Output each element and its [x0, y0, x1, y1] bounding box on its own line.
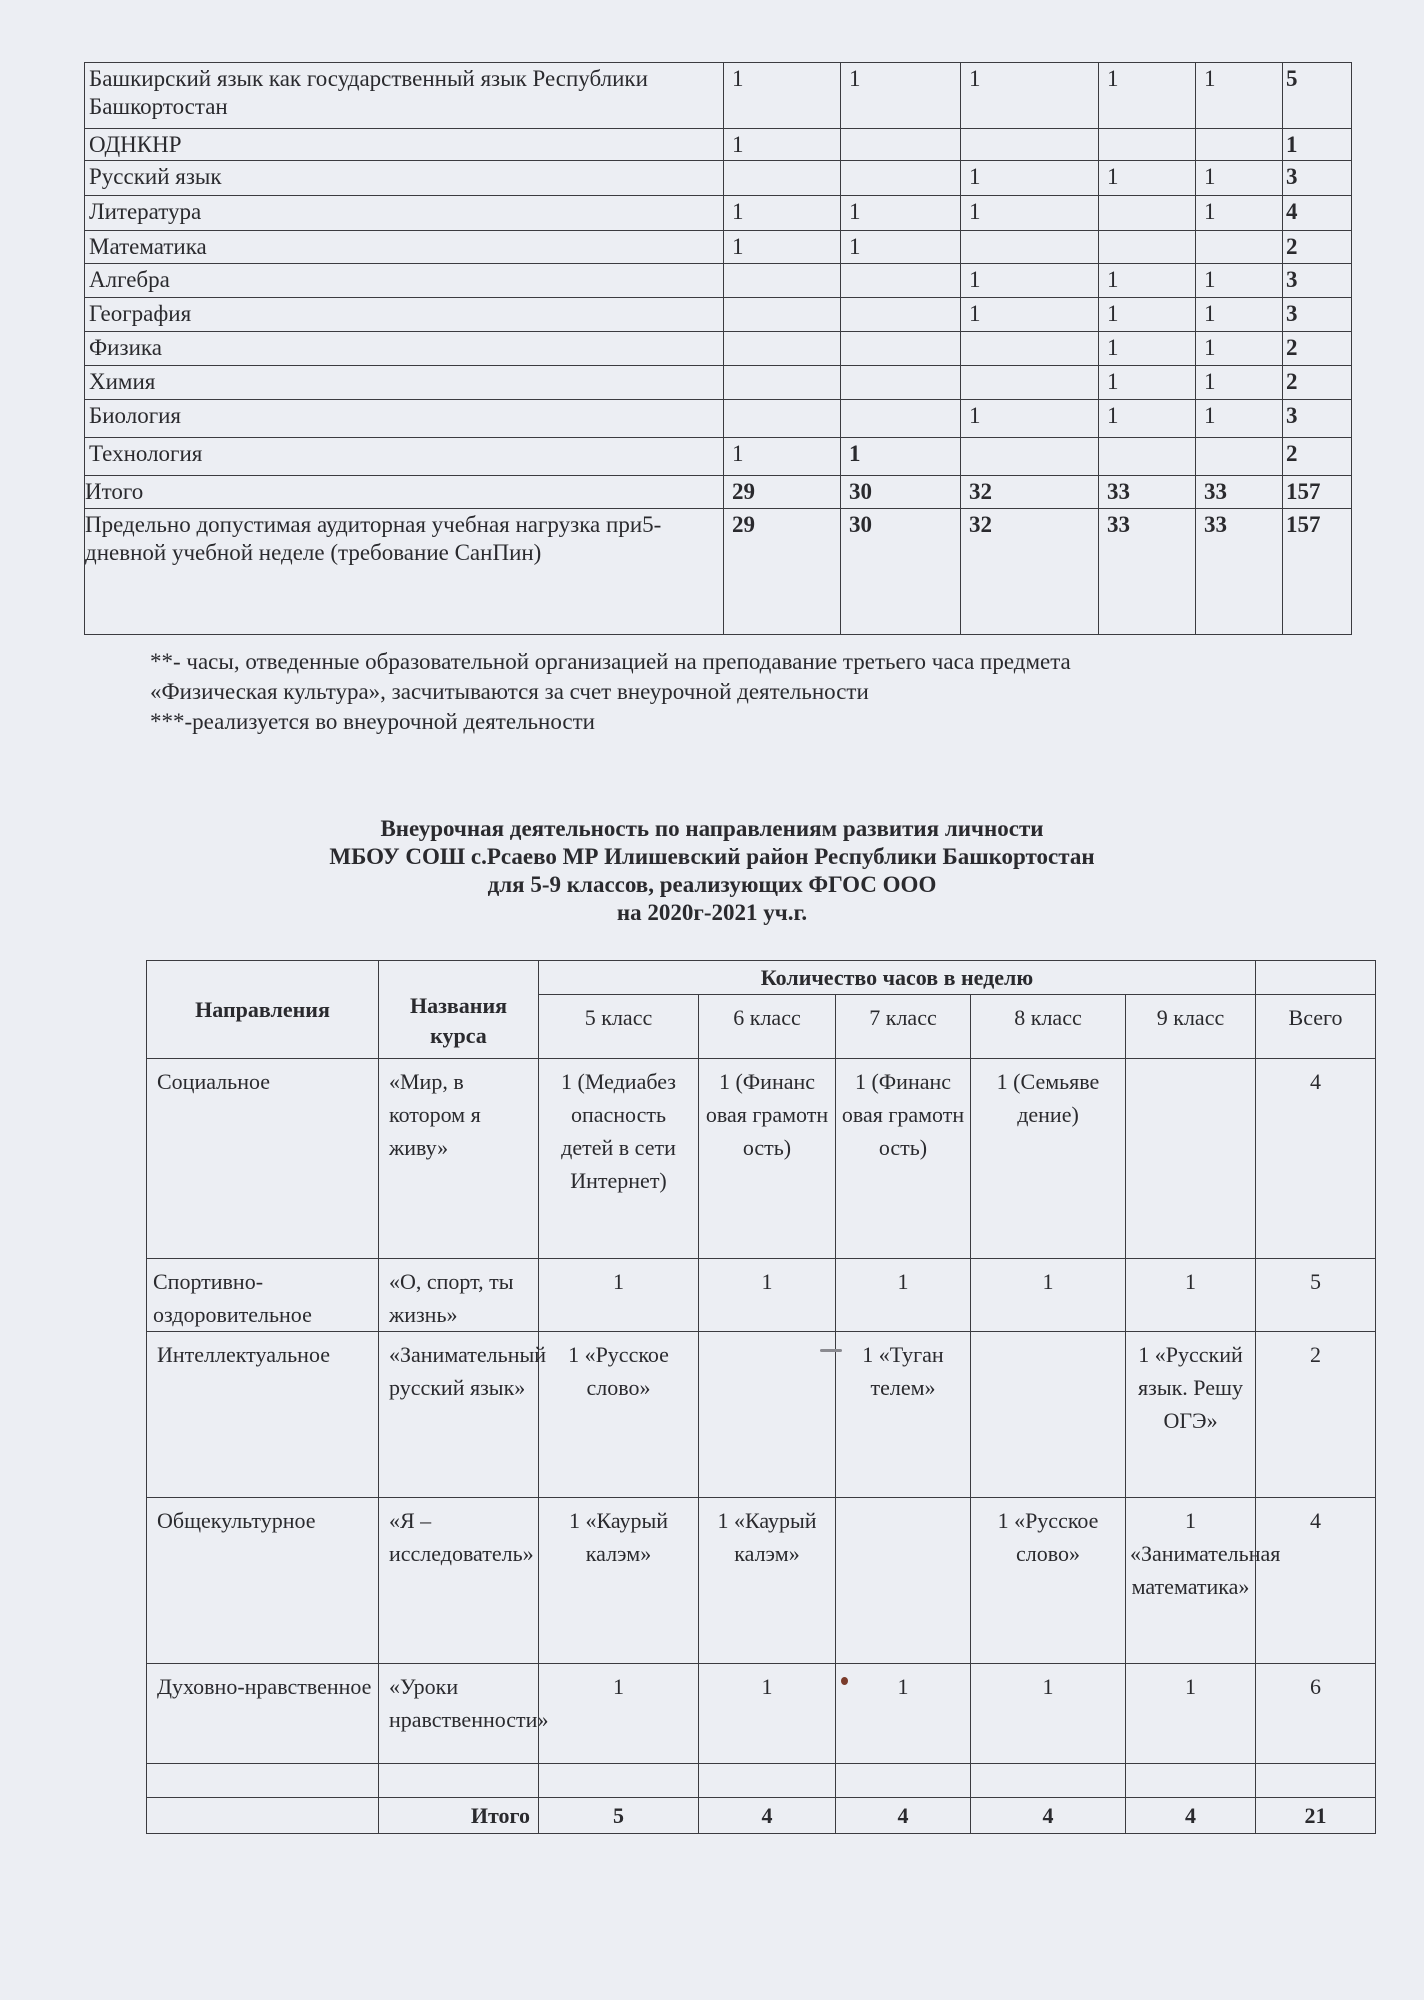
grade-6-cell	[841, 400, 961, 438]
subject-cell: ОДНКНР	[85, 129, 724, 161]
grade-8-cell: 1 «Русское слово»	[971, 1498, 1126, 1664]
grade-7-cell	[961, 129, 1099, 161]
grade-6-total: 4	[699, 1798, 836, 1834]
grade-9-limit: 33	[1196, 509, 1283, 635]
itogo-row	[85, 476, 1352, 509]
total-cell: 3	[1283, 161, 1352, 196]
grade-7-cell: 1 (Финанс овая грамотн ость)	[836, 1059, 971, 1259]
section-title	[0, 815, 1424, 927]
table-row	[147, 1498, 1376, 1664]
course-cell: «Уроки нравственности»	[379, 1664, 539, 1764]
grade-8-total: 4	[971, 1798, 1126, 1834]
grade-5-cell: 1	[539, 1664, 699, 1764]
grade-7-cell: 1	[836, 1664, 971, 1764]
header-grade-6: 6 класс	[699, 995, 836, 1059]
grade-6-cell: 1	[841, 231, 961, 264]
empty-row	[147, 1764, 1376, 1798]
grade-8-cell	[1099, 196, 1196, 231]
subject-cell: Технология	[85, 438, 724, 476]
grade-6-cell	[841, 298, 961, 332]
course-cell: «О, спорт, ты жизнь»	[379, 1259, 539, 1332]
grade-8-cell: 1	[1099, 366, 1196, 400]
total-cell: 3	[1283, 400, 1352, 438]
grade-8-cell: 1	[1099, 264, 1196, 298]
grade-9-cell	[1126, 1059, 1256, 1259]
limit-total: 157	[1283, 509, 1352, 635]
table-row	[85, 438, 1352, 476]
direction-cell: Общекультурное	[147, 1498, 379, 1664]
footnote-line: «Физическая культура», засчитываются за счет внеурочной деятельности	[150, 679, 869, 704]
table-row	[85, 231, 1352, 264]
extracurricular-table	[146, 960, 1376, 1834]
scan-mark	[820, 1349, 842, 1352]
total-cell: 2	[1283, 438, 1352, 476]
grade-7-cell: 1	[836, 1259, 971, 1332]
course-cell: «Я – исследователь»	[379, 1498, 539, 1664]
grade-9-total: 33	[1196, 476, 1283, 509]
grade-9-cell: 1	[1196, 298, 1283, 332]
footnotes	[150, 647, 1350, 737]
subject-cell: Русский язык	[85, 161, 724, 196]
grade-6-cell: 1	[841, 63, 961, 129]
limit-row	[85, 509, 1352, 635]
grade-7-cell	[961, 332, 1099, 366]
grade-8-cell: 1	[1099, 161, 1196, 196]
grade-5-cell	[724, 161, 841, 196]
direction-cell: Духовно-нравственное	[147, 1664, 379, 1764]
grade-5-cell: 1 «Русское слово»	[539, 1332, 699, 1498]
table-row	[85, 63, 1352, 129]
grade-8-cell: 1 (Семьяве дение)	[971, 1059, 1126, 1259]
grade-9-cell: 1 «Русский язык. Решу ОГЭ»	[1126, 1332, 1256, 1498]
header-grade-8: 8 класс	[971, 995, 1126, 1059]
grade-5-cell: 1	[724, 129, 841, 161]
grade-5-cell: 1 (Медиабез опасность детей в сети Интернет)	[539, 1059, 699, 1259]
grade-6-total: 30	[841, 476, 961, 509]
grade-5-cell: 1	[724, 438, 841, 476]
grade-6-cell: 1	[841, 196, 961, 231]
grade-5-cell	[724, 298, 841, 332]
grade-7-total: 32	[961, 476, 1099, 509]
header-course: Названия курса	[379, 961, 539, 1059]
total-cell: 2	[1283, 231, 1352, 264]
table-row	[147, 1664, 1376, 1764]
grade-8-cell: 1	[1099, 400, 1196, 438]
header-direction: Направления	[147, 961, 379, 1059]
total-cell: 5	[1283, 63, 1352, 129]
grade-6-limit: 30	[841, 509, 961, 635]
grade-6-cell: 1 «Каурый калэм»	[699, 1498, 836, 1664]
grade-9-cell: 1	[1196, 264, 1283, 298]
grade-7-cell: 1	[961, 298, 1099, 332]
grade-7-total: 4	[836, 1798, 971, 1834]
grade-7-cell: 1	[961, 161, 1099, 196]
grade-6-cell	[841, 366, 961, 400]
itogo-row	[147, 1798, 1376, 1834]
grade-9-cell	[1196, 231, 1283, 264]
table-row	[85, 129, 1352, 161]
grade-6-cell	[699, 1332, 836, 1498]
grade-8-cell: 1	[1099, 332, 1196, 366]
grade-7-cell	[961, 438, 1099, 476]
grade-9-cell	[1196, 129, 1283, 161]
header-empty	[1256, 961, 1376, 995]
grade-7-cell: 1 «Туган телем»	[836, 1332, 971, 1498]
grade-7-cell	[836, 1498, 971, 1664]
direction-cell: Интеллектуальное	[147, 1332, 379, 1498]
grade-8-cell	[1099, 129, 1196, 161]
grand-total: 21	[1256, 1798, 1376, 1834]
grade-8-cell: 1	[971, 1664, 1126, 1764]
header-grade-9: 9 класс	[1126, 995, 1256, 1059]
course-cell: «Занимательный русский язык»	[379, 1332, 539, 1498]
title-line: МБОУ СОШ с.Рсаево МР Илишевский район Республики Башкортостан	[329, 844, 1095, 869]
grade-6-cell	[841, 161, 961, 196]
grade-9-cell: 1	[1196, 366, 1283, 400]
table-row	[85, 366, 1352, 400]
header-total: Всего	[1256, 995, 1376, 1059]
grade-6-cell	[841, 129, 961, 161]
total-cell: 2	[1283, 332, 1352, 366]
subject-cell: Литература	[85, 196, 724, 231]
grade-9-total: 4	[1126, 1798, 1256, 1834]
grade-8-cell	[1099, 231, 1196, 264]
grade-6-cell: 1	[699, 1664, 836, 1764]
total-cell: 2	[1256, 1332, 1376, 1498]
grade-6-cell	[841, 332, 961, 366]
grade-9-cell	[1196, 438, 1283, 476]
title-line: для 5-9 классов, реализующих ФГОС ООО	[487, 872, 937, 897]
grade-5-limit: 29	[724, 509, 841, 635]
course-cell: «Мир, в котором я живу»	[379, 1059, 539, 1259]
table-row	[147, 1332, 1376, 1498]
itogo-label: Итого	[379, 1798, 539, 1834]
total-cell: 4	[1256, 1498, 1376, 1664]
footnote-line: **- часы, отведенные образовательной организацией на преподавание третьего часа предмета	[150, 649, 1071, 674]
grade-5-cell: 1	[724, 196, 841, 231]
grade-8-limit: 33	[1099, 509, 1196, 635]
itogo-label: Итого	[85, 476, 724, 509]
total-cell: 1	[1283, 129, 1352, 161]
header-hours-per-week: Количество часов в неделю	[539, 961, 1256, 995]
grade-6-cell: 1 (Финанс овая грамотн ость)	[699, 1059, 836, 1259]
table-row	[147, 1259, 1376, 1332]
grade-9-cell: 1	[1196, 400, 1283, 438]
grade-5-cell: 1	[539, 1259, 699, 1332]
grade-5-cell: 1	[724, 63, 841, 129]
total-cell: 4	[1283, 196, 1352, 231]
grade-7-cell: 1	[961, 63, 1099, 129]
grade-9-cell: 1	[1196, 196, 1283, 231]
table-row	[85, 264, 1352, 298]
total-cell: 4	[1256, 1059, 1376, 1259]
subject-cell: Химия	[85, 366, 724, 400]
grade-8-cell: 1	[1099, 63, 1196, 129]
grade-7-cell: 1	[961, 264, 1099, 298]
grade-7-cell: 1	[961, 196, 1099, 231]
grade-9-cell: 1	[1196, 161, 1283, 196]
subject-cell: Биология	[85, 400, 724, 438]
table-row	[147, 1059, 1376, 1259]
grade-9-cell: 1	[1196, 63, 1283, 129]
grade-5-cell	[724, 366, 841, 400]
title-line: на 2020г-2021 уч.г.	[616, 900, 808, 925]
grade-8-cell: 1	[1099, 298, 1196, 332]
grade-5-cell: 1	[724, 231, 841, 264]
subject-cell: География	[85, 298, 724, 332]
grade-5-cell	[724, 332, 841, 366]
grade-9-cell: 1 «Занимательная математика»	[1126, 1498, 1256, 1664]
grade-8-cell: 1	[971, 1259, 1126, 1332]
subject-cell: Математика	[85, 231, 724, 264]
total-cell: 3	[1283, 298, 1352, 332]
table-row	[85, 298, 1352, 332]
table-row	[85, 400, 1352, 438]
subject-cell: Алгебра	[85, 264, 724, 298]
grade-5-cell: 1 «Каурый калэм»	[539, 1498, 699, 1664]
table-row	[85, 196, 1352, 231]
grade-8-total: 33	[1099, 476, 1196, 509]
grade-8-cell	[1099, 438, 1196, 476]
footnote-line: ***-реализуется во внеурочной деятельности	[150, 709, 595, 734]
limit-label: Предельно допустимая аудиторная учебная нагрузка при5-дневной учебной неделе (требование СанПин)	[85, 509, 724, 635]
table-row	[85, 332, 1352, 366]
grade-5-cell	[724, 400, 841, 438]
grade-7-limit: 32	[961, 509, 1099, 635]
subject-cell: Башкирский язык как государственный язык Республики Башкортостан	[85, 63, 724, 129]
total-cell: 3	[1283, 264, 1352, 298]
direction-cell: Социальное	[147, 1059, 379, 1259]
total-cell: 5	[1256, 1259, 1376, 1332]
grade-6-cell	[841, 264, 961, 298]
total-cell: 2	[1283, 366, 1352, 400]
header-grade-7: 7 класс	[836, 995, 971, 1059]
grade-6-cell: 1	[841, 438, 961, 476]
grand-total: 157	[1283, 476, 1352, 509]
grade-9-cell: 1	[1126, 1259, 1256, 1332]
scan-stain	[841, 1677, 848, 1685]
grade-8-cell	[971, 1332, 1126, 1498]
grade-5-cell	[724, 264, 841, 298]
grade-7-cell	[961, 366, 1099, 400]
grade-9-cell: 1	[1126, 1664, 1256, 1764]
grade-7-cell	[961, 231, 1099, 264]
direction-cell: Спортивно-оздоровительное	[147, 1259, 379, 1332]
grade-7-cell: 1	[961, 400, 1099, 438]
grade-9-cell: 1	[1196, 332, 1283, 366]
table-row	[85, 161, 1352, 196]
total-cell: 6	[1256, 1664, 1376, 1764]
title-line: Внеурочная деятельность по направлениям развития личности	[380, 816, 1044, 841]
grade-6-cell: 1	[699, 1259, 836, 1332]
subject-cell: Физика	[85, 332, 724, 366]
grade-5-total: 5	[539, 1798, 699, 1834]
grade-5-total: 29	[724, 476, 841, 509]
header-grade-5: 5 класс	[539, 995, 699, 1059]
curriculum-hours-table	[84, 62, 1352, 635]
